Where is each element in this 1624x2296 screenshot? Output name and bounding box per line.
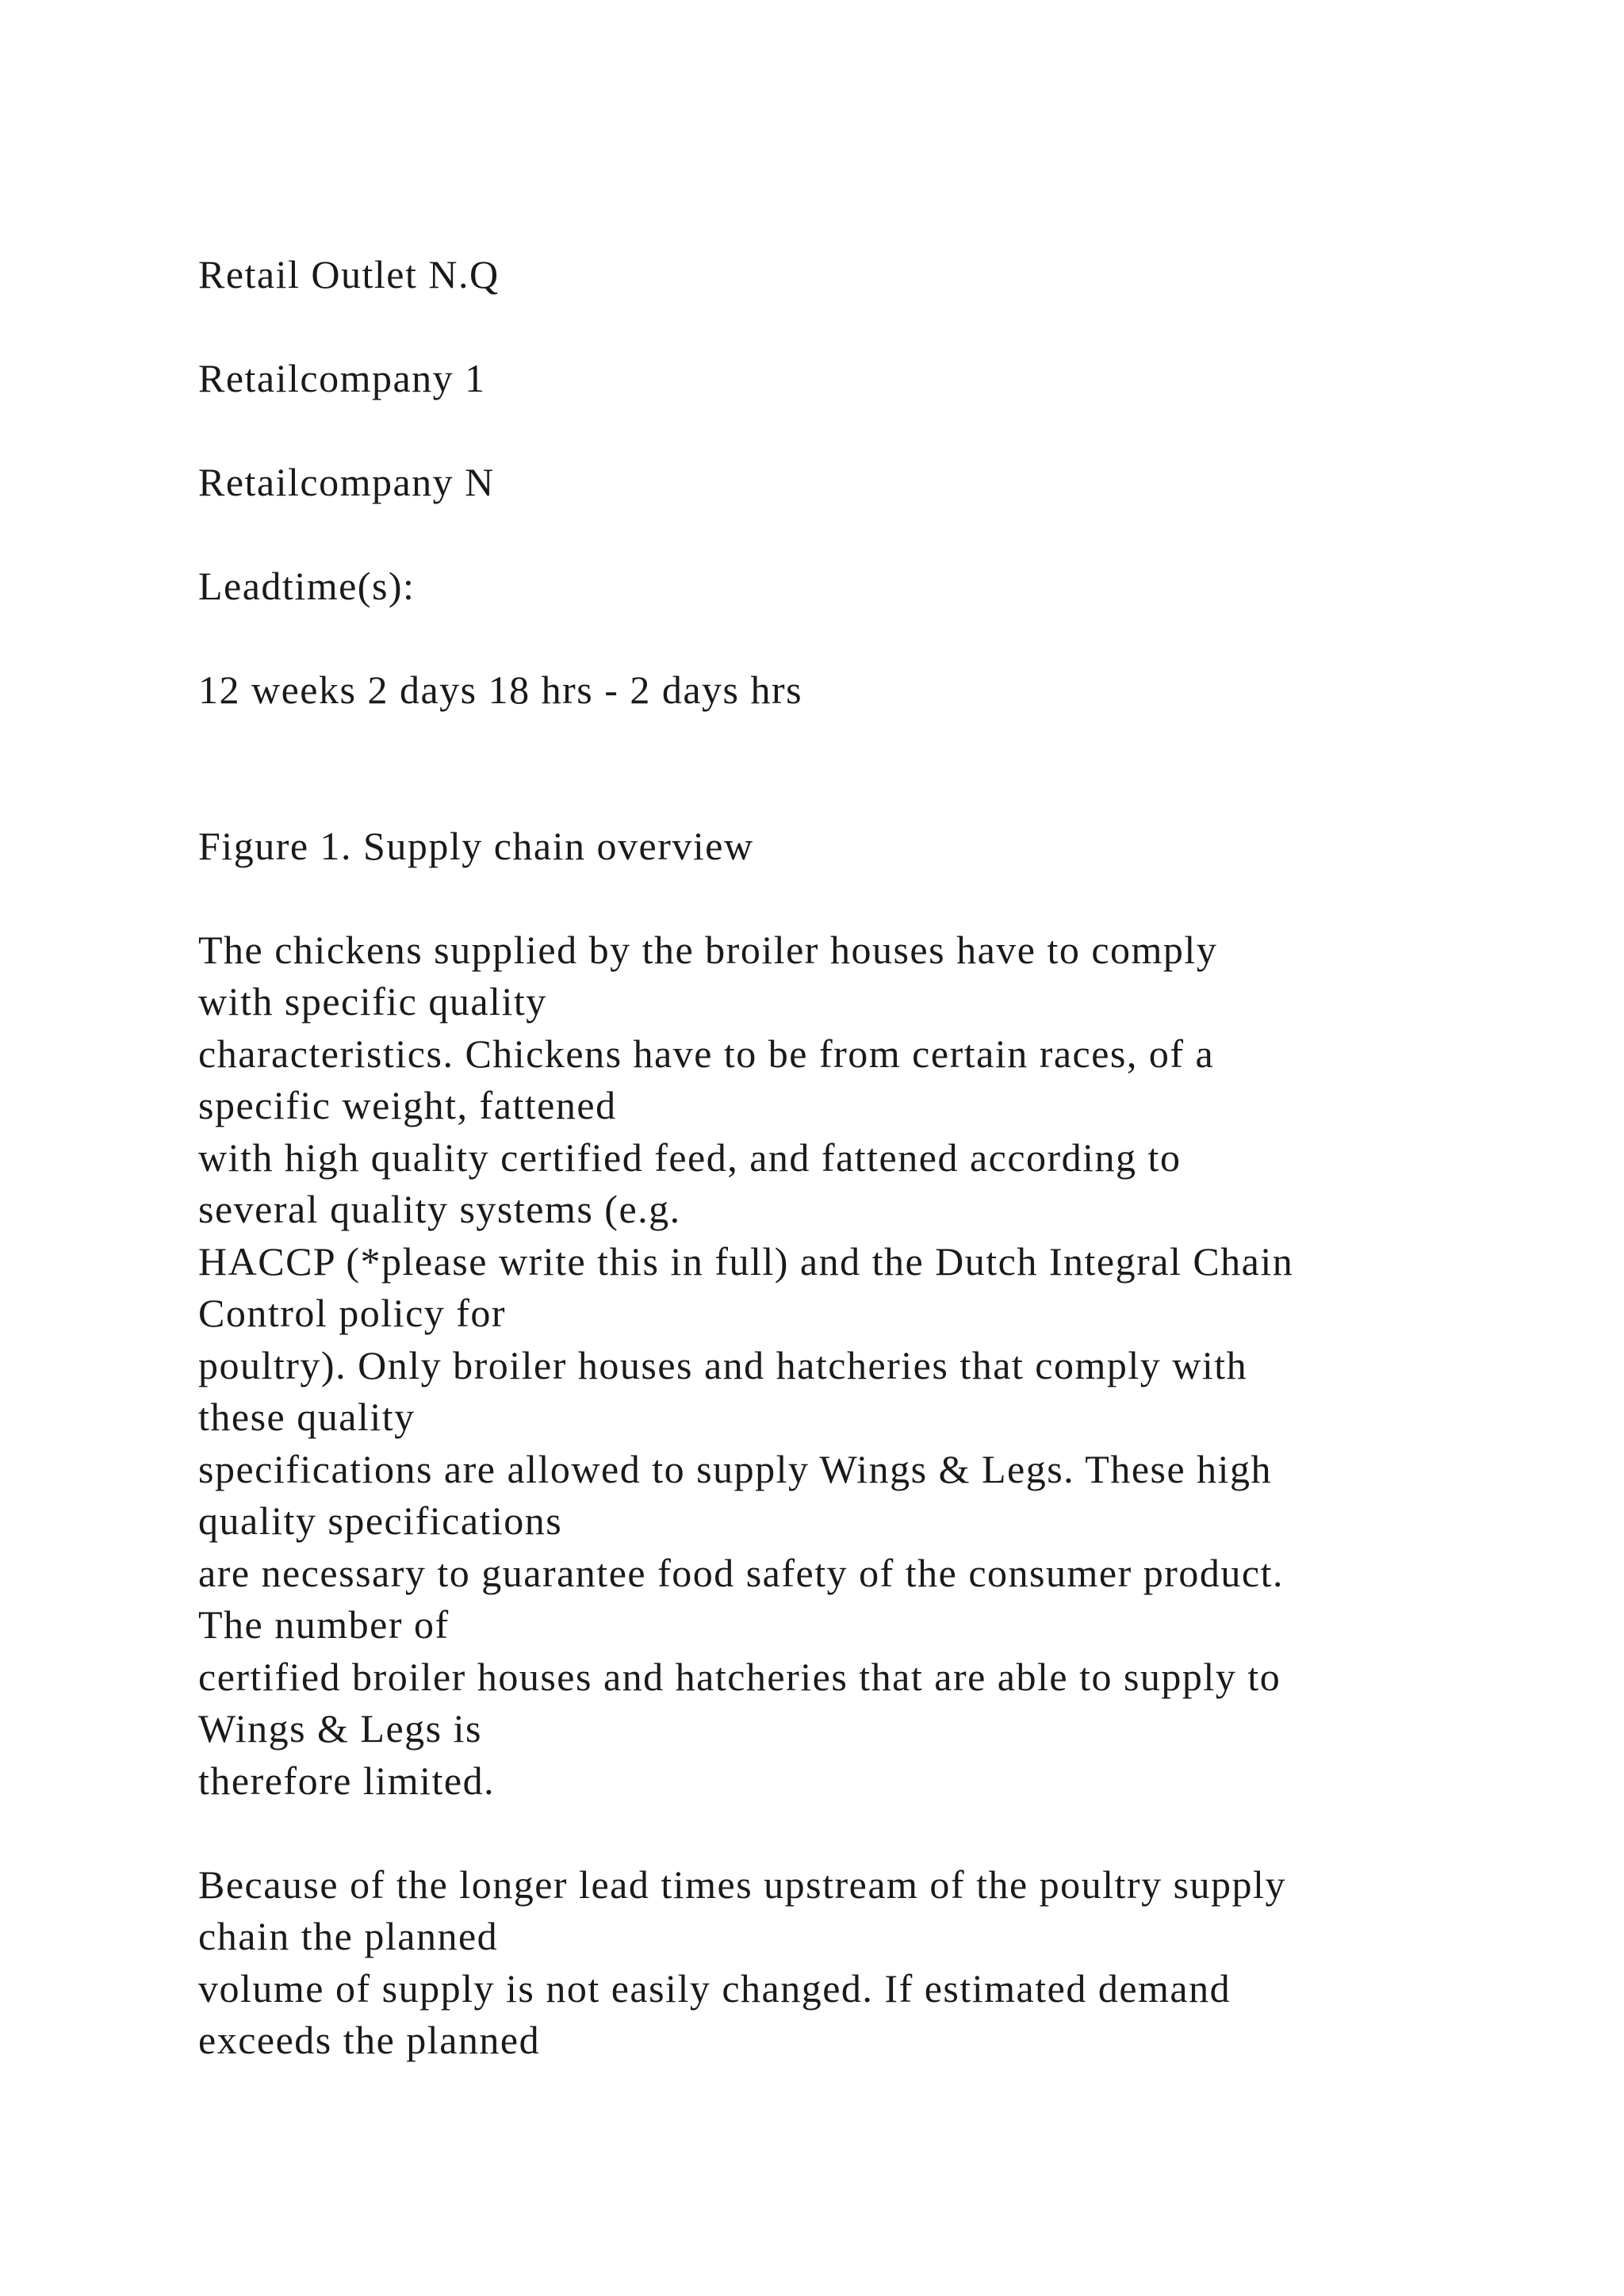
paragraph-line: several quality systems (e.g. [198, 1187, 681, 1231]
paragraph-line: with specific quality [198, 979, 547, 1024]
paragraph-line: volume of supply is not easily changed. If estimated demand [198, 1965, 1231, 2011]
header-line-leadtimes-label: Leadtime(s): [198, 564, 416, 608]
document-body [198, 249, 1499, 2067]
paragraph-line: these quality [198, 1395, 416, 1439]
spacer [198, 613, 1499, 665]
paragraph-line: chain the planned [198, 1914, 499, 1958]
paragraph-line: Wings & Legs is [198, 1706, 482, 1751]
paragraph-line: quality specifications [198, 1498, 563, 1543]
paragraph-line: are necessary to guarantee food safety of the consumer product. [198, 1550, 1284, 1595]
paragraph-lead-times [198, 1859, 1499, 2067]
paragraph-line: The number of [198, 1602, 450, 1647]
spacer [198, 509, 1499, 561]
paragraph-line: certified broiler houses and hatcheries that are able to supply to [198, 1654, 1281, 1699]
paragraph-line: The chickens supplied by the broiler houses have to comply [198, 927, 1218, 972]
paragraph-line: specifications are allowed to supply Wings & Legs. These high [198, 1446, 1273, 1491]
paragraph-line: therefore limited. [198, 1758, 496, 1803]
paragraph-line: Because of the longer lead times upstream of the poultry supply [198, 1862, 1286, 1907]
paragraph-quality [198, 924, 1499, 1808]
paragraph-line: HACCP (*please write this in full) and the Dutch Integral Chain [198, 1238, 1294, 1284]
spacer [198, 405, 1499, 457]
header-line-retail-outlet: Retail Outlet N.Q [198, 252, 500, 297]
paragraph-line: Control policy for [198, 1291, 507, 1335]
paragraph-line: with high quality certified feed, and fattened according to [198, 1135, 1182, 1180]
spacer [198, 717, 1499, 821]
paragraph-line: exceeds the planned [198, 2018, 541, 2062]
paragraph-line: specific weight, fattened [198, 1083, 617, 1127]
header-line-retailcompany-n: Retailcompany N [198, 460, 495, 504]
spacer [198, 301, 1499, 354]
paragraph-line: poultry). Only broiler houses and hatcheries that comply with [198, 1342, 1248, 1387]
paragraph-line: characteristics. Chickens have to be from certain races, of a [198, 1031, 1215, 1076]
header-line-leadtimes-value: 12 weeks 2 days 18 hrs - 2 days hrs [198, 668, 803, 712]
spacer [198, 872, 1499, 924]
spacer [198, 1807, 1499, 1859]
header-line-retailcompany-1: Retailcompany 1 [198, 356, 486, 400]
figure-caption: Figure 1. Supply chain overview [198, 823, 754, 868]
